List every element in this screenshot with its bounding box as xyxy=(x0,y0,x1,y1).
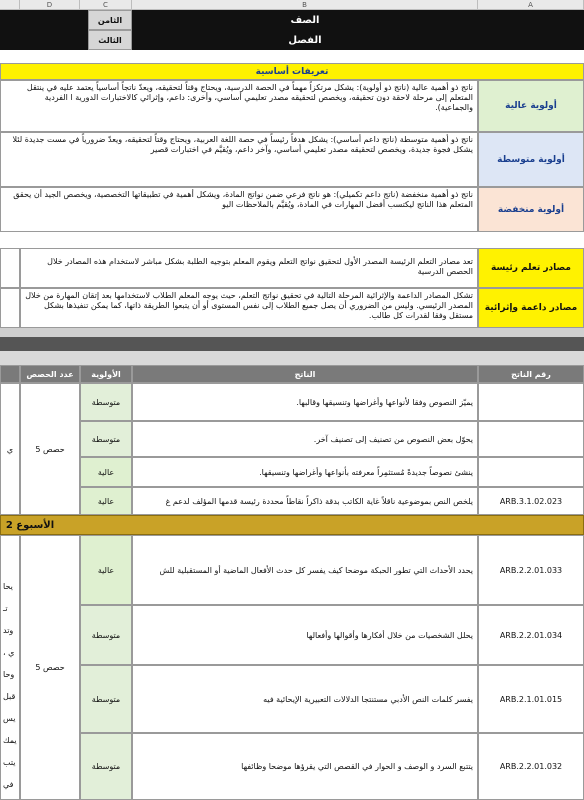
side-line: يس xyxy=(3,714,16,723)
side-line: وحا xyxy=(3,670,15,679)
week2-side-lines xyxy=(3,576,17,796)
column-header-c[interactable]: C xyxy=(80,0,132,10)
side-line: يمك xyxy=(3,736,17,745)
medium-priority-description[interactable]: ناتج ذو أهمية متوسطة (ناتج داعم أساسي): يشكل هدفاً رئيساً في حصة اللغة العربية، ويحتاج وقتاً لتحقيقه، ويعدّ ضرورياً في مست جديدة لئلا يشكل فجوة جديدة، ويخصص لتحقيقه مصدر تعليمي أساسي، وآخر داعم، ويُقيَّم في اختبارات قصير xyxy=(0,132,478,187)
side-line: يتب xyxy=(3,758,16,767)
week2-row1-outcome[interactable]: يحدد الأحداث التي تطور الحبكة موضحا كيف يفسر كل حدث الأفعال الماضية أو المستقبلية للش xyxy=(132,535,478,605)
header-black-left xyxy=(0,10,88,50)
side-line: تـ xyxy=(3,604,8,613)
main-sources-description[interactable]: تعد مصادر التعلم الرئيسة المصدر الأول لتحقيق نواتج التعلم ويقوم المعلم بتوجيه الطلبة بشكل مباشر لاستخدام هذه المصادر خلال الحصص الدرسية xyxy=(20,248,478,288)
week2-row1-code[interactable]: ARB.2.2.01.033 xyxy=(478,535,584,605)
low-priority-description[interactable]: ناتج ذو أهمية منخفضة (ناتج داعم تكميلي): هو ناتج فرعي ضمن نواتج المادة، ويشكل أهمية في تطبيقاتها التخصصية، ويخصص الجيد أن يحقق المتعلم هذا الناتج ليكتسب أفضل المهارات في المادة، ويُقيَّم بالملاحظات اليو xyxy=(0,187,478,232)
priority-header[interactable]: الأولوية xyxy=(80,365,132,383)
week1-row2-priority[interactable]: متوسطة xyxy=(80,421,132,457)
week2-row4-code[interactable]: ARB.2.2.01.032 xyxy=(478,733,584,800)
week2-side-cell[interactable] xyxy=(0,535,20,800)
week2-row3-code[interactable]: ARB.2.1.01.015 xyxy=(478,665,584,733)
week1-row1-code[interactable] xyxy=(478,383,584,421)
week2-row2-code[interactable]: ARB.2.2.01.034 xyxy=(478,605,584,665)
outcome-number-header[interactable]: رقم الناتج xyxy=(478,365,584,383)
outcome-header[interactable]: الناتج xyxy=(132,365,478,383)
column-header-left[interactable] xyxy=(0,0,20,10)
row-separator xyxy=(0,328,584,337)
spacer-row-2 xyxy=(0,232,584,248)
column-header-d[interactable]: D xyxy=(20,0,80,10)
main-sources-left-cell xyxy=(0,248,20,288)
week1-row4-priority[interactable]: عالية xyxy=(80,487,132,515)
week2-row3-priority[interactable]: متوسطة xyxy=(80,665,132,733)
week1-row4-outcome[interactable]: يلخص النص بموضوعية ناقلاً غاية الكاتب بدقة ذاكراً نقاطاً محددة رئيسة قدمها المؤلف لدعم غ xyxy=(132,487,478,515)
side-line: قبل xyxy=(3,692,16,701)
side-line: يحا xyxy=(3,582,13,591)
side-line: في xyxy=(3,780,14,789)
week2-row3-outcome[interactable]: يفسر كلمات النص الأدبي مستنتجا الدلالات التعبيرية الإيحائية فيه xyxy=(132,665,478,733)
column-header-b[interactable]: B xyxy=(132,0,478,10)
low-priority-label[interactable]: أولوية منخفضة xyxy=(478,187,584,232)
periods-header[interactable]: عدد الحصص xyxy=(20,365,80,383)
support-sources-label[interactable]: مصادر داعمة وإثرائية xyxy=(478,288,584,328)
week1-row3-priority[interactable]: عالية xyxy=(80,457,132,487)
table-header-left xyxy=(0,365,20,383)
semester-value-cell[interactable]: الثالث xyxy=(88,30,132,50)
header-black-right xyxy=(478,10,584,50)
week1-row2-outcome[interactable]: يحوّل بعض النصوص من تصنيف إلى تصنيف آخر. xyxy=(132,421,478,457)
week2-row2-outcome[interactable]: يحلل الشخصيات من خلال أفكارها وأقوالها وأفعالها xyxy=(132,605,478,665)
grade-label-cell[interactable]: الصف xyxy=(132,10,478,30)
week1-row2-code[interactable] xyxy=(478,421,584,457)
definitions-title[interactable]: تعريفات أساسية xyxy=(0,63,584,80)
week1-side-cell[interactable]: ي xyxy=(0,383,20,515)
support-sources-description[interactable]: تشكل المصادر الداعمة والإثرائية المرحلة التالية في تحقيق نواتج التعلم، حيث يوجه المعلم الطلاب لاستخدامها بعد إتقان المهارة من خلال المصدر الرئيسي. وليس من الضروري أن يصل جميع الطلاب إلى نفس المستوى أو أن يتبعوا الطريقة ذاتها، كما يمكن تنفيذها بشكل مستقل وفقا لقدرات كل طالب. xyxy=(20,288,478,328)
main-sources-label[interactable]: مصادر تعلم رئيسة xyxy=(478,248,584,288)
week2-row4-outcome[interactable]: يتتبع السرد و الوصف و الحوار في القصص التي يقرؤها موضحا وظائفها xyxy=(132,733,478,800)
grade-value-cell[interactable]: الثامن xyxy=(88,10,132,30)
gray-band xyxy=(0,351,584,365)
week1-row3-outcome[interactable]: ينشئ نصوصاً جديدةً مُستثمِراً معرفته بأنواعها وأغراضها وتنسيقها. xyxy=(132,457,478,487)
week2-row4-priority[interactable]: متوسطة xyxy=(80,733,132,800)
week2-row1-priority[interactable]: عالية xyxy=(80,535,132,605)
medium-priority-label[interactable]: أولوية متوسطة xyxy=(478,132,584,187)
side-line: وتد xyxy=(3,626,14,635)
week2-row2-priority[interactable]: متوسطة xyxy=(80,605,132,665)
week2-periods-cell[interactable]: حصص 5 xyxy=(20,535,80,800)
high-priority-description[interactable]: ناتج ذو أهمية عالية (ناتج ذو أولوية): يشكل مرتكزاً مهماً في الحصة الدرسية، ويحتاج وقتاً لتحقيقه، ويعدّ ناتجاً أساسياً يعتمد عليه في ينتقل المتعلم إلى مرحلة لاحقة دون تحقيقه، ويخصص لتحقيقه مصدر تعليمي أساسي، وأخرى: داعم، وإثرائي كالاختبارات الدورية ا الفردية والجماعية). xyxy=(0,80,478,132)
week2-title[interactable]: الأسبوع 2 xyxy=(5,519,55,531)
side-line: ، ي xyxy=(3,648,15,657)
week2-band xyxy=(0,515,584,535)
week1-periods-cell[interactable]: حصص 5 xyxy=(20,383,80,515)
column-header-a[interactable]: A xyxy=(478,0,584,10)
week1-row4-code[interactable]: ARB.3.1.02.023 xyxy=(478,487,584,515)
high-priority-label[interactable]: أولوية عالية xyxy=(478,80,584,132)
semester-label-cell[interactable]: الفصل xyxy=(132,30,478,50)
week1-row1-priority[interactable]: متوسطة xyxy=(80,383,132,421)
support-sources-left-cell xyxy=(0,288,20,328)
dark-band xyxy=(0,337,584,351)
week1-row1-outcome[interactable]: يميّز النصوص وفقا لأنواعها وأغراضها وتنسيقها وقالبها. xyxy=(132,383,478,421)
week1-row3-code[interactable] xyxy=(478,457,584,487)
spacer-row xyxy=(0,50,584,63)
